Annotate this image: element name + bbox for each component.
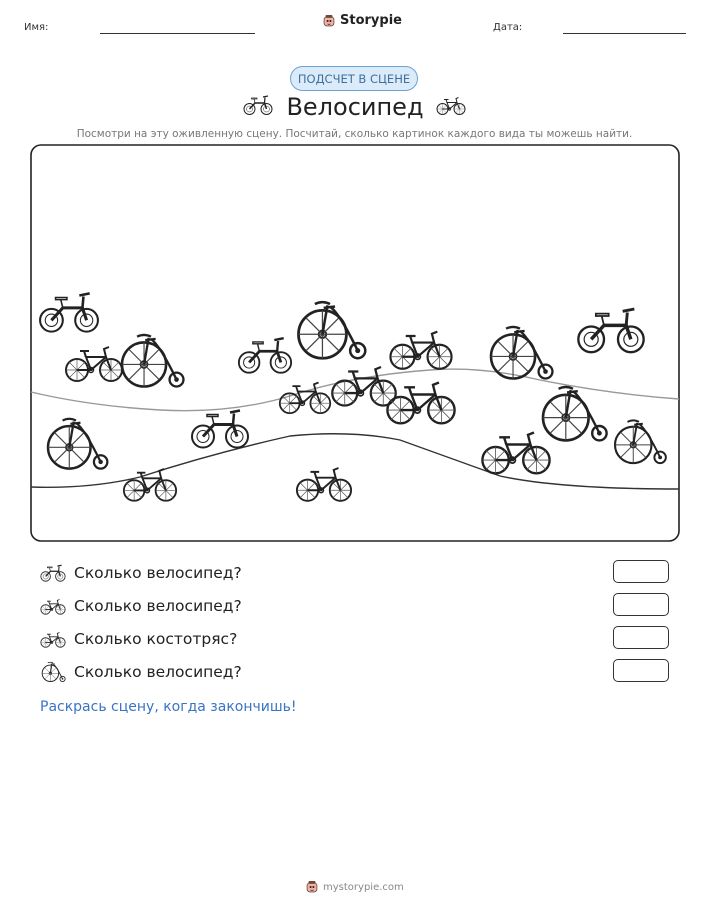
question-row [40,560,242,586]
question-row [40,659,242,685]
worksheet-type-badge: ПОДСЧЕТ В СЦЕНЕ [290,66,418,91]
penny-farthing-icon [40,660,66,684]
brand-logo [322,13,402,28]
question-text: Сколько велосипед? [74,597,242,615]
question-text: Сколько велосипед? [74,663,242,681]
footer-url: mystorypie.com [323,881,404,893]
question-text: Сколько костотряс? [74,630,238,648]
answer-box[interactable] [613,626,669,649]
brand-name: Storypie [340,13,402,28]
bicycle-icon [40,594,66,618]
counting-scene [30,144,680,542]
page-title: Велосипед [286,93,424,121]
footer [305,880,404,894]
bicycle-icon [40,627,66,651]
question-row [40,593,242,619]
balance-bike-icon [40,561,66,585]
date-label: Дата: [493,22,523,33]
answer-box[interactable] [613,659,669,682]
question-row [40,626,237,652]
name-label: Имя: [24,22,49,33]
coloring-note: Раскрась сцену, когда закончишь! [40,699,297,715]
question-text: Сколько велосипед? [74,564,242,582]
mascot-icon [305,880,319,894]
answer-box[interactable] [613,560,669,583]
date-line[interactable] [563,33,686,34]
instructions: Посмотри на эту оживленную сцену. Посчитай, сколько картинок каждого вида ты можешь найти. [76,128,633,140]
bicycle-icon [436,93,466,117]
name-line[interactable] [100,33,255,34]
answer-box[interactable] [613,593,669,616]
mascot-icon [322,14,336,28]
